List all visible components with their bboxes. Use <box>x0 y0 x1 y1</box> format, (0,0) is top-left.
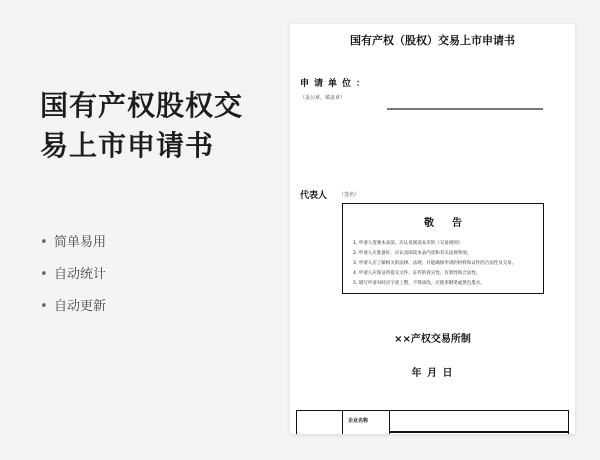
representative-label <box>300 188 327 201</box>
feature-label: 自动统计 <box>54 267 107 282</box>
document-preview <box>290 24 575 434</box>
bullet-icon: • <box>40 235 48 250</box>
applicant-label: 申请单位： <box>300 79 371 89</box>
representative-note: （签名） <box>339 192 360 198</box>
info-table <box>296 410 569 434</box>
feature-item <box>40 232 106 264</box>
notice-item: 3. 申请人应了解相关的法律、法规、并能确保申请的材料和证件的合法性及交易。 <box>353 261 517 266</box>
table-label: 企业名称 <box>348 418 369 424</box>
feature-list <box>40 232 106 328</box>
feature-label: 简单易用 <box>54 235 107 250</box>
table-divider <box>389 431 568 433</box>
notice-list <box>353 239 537 289</box>
feature-item <box>40 264 106 296</box>
feature-label: 自动更新 <box>54 299 107 314</box>
notice-title: 敬告 <box>424 218 480 229</box>
notice-item: 4. 申请人应保证所提交文件、证件的真实性、有效性和合法性。 <box>353 271 481 276</box>
feature-item <box>40 296 106 328</box>
representative-text: 代表人 <box>300 191 328 201</box>
table-cell <box>297 411 343 434</box>
notice-box <box>342 203 544 294</box>
table-cell <box>343 411 390 434</box>
organization-name: ××产权交易所制 <box>394 334 471 345</box>
document-title: 国有产权（股权）交易上市申请书 <box>350 34 515 47</box>
applicant-line <box>387 108 543 110</box>
document-date: 年 月 日 <box>411 368 454 379</box>
notice-item: 5. 填写申请书时应字迹工整，不得涂改，应使用钢笔或黑色墨水。 <box>353 281 485 286</box>
page-title: 国有产权股权交易上市申请书 <box>40 89 244 162</box>
notice-item: 1. 申请人签署本表前，应认真阅读本市的《交易规则》 <box>353 241 463 246</box>
applicant-note: （盖公章，填盖章） <box>300 95 346 101</box>
notice-item: 2. 申请人应准备好，应认真阅读本表内容和有关法规事项。 <box>353 251 472 256</box>
bullet-icon: • <box>40 299 48 314</box>
bullet-icon: • <box>40 267 48 282</box>
